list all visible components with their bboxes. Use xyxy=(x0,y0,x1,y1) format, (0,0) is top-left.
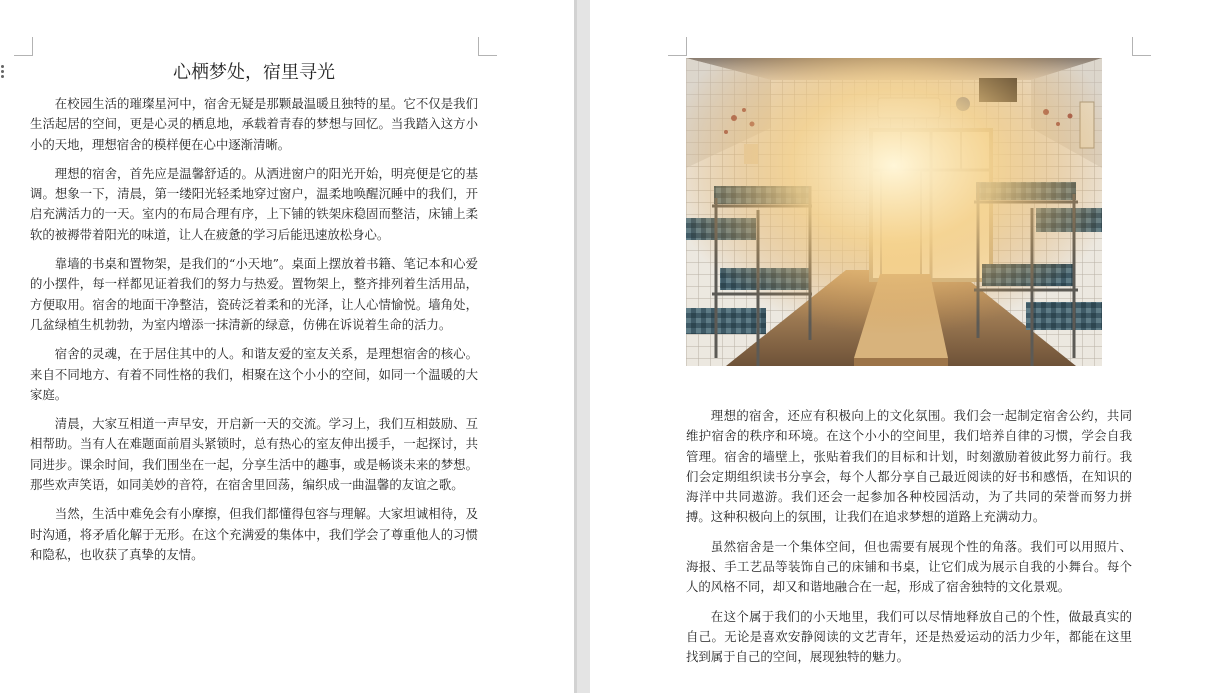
dorm-room-photo[interactable] xyxy=(686,58,1102,366)
paragraph[interactable]: 理想的宿舍，还应有积极向上的文化氛围。我们会一起制定宿舍公约，共同维护宿舍的秩序和环境。在这个小小的空间里，我们培养自律的习惯，学会自我管理。宿舍的墙壁上，张贴着我们的目标和计划，时刻激励着彼此努力前行。我们会定期组织读书分享会，每个人都分享自己最近阅读的好书和感悟，在知识的海洋中共同遨游。我们还会一起参加各种校园活动，为了共同的荣誉而努力拼搏。这种积极向上的氛围，让我们在追求梦想的道路上充满动力。 xyxy=(686,408,1132,525)
paragraph[interactable]: 在这个属于我们的小天地里，我们可以尽情地释放自己的个性，做最真实的自己。无论是喜欢安静阅读的文艺青年，还是热爱运动的活力少年，都能在这里找到属于自己的空间，展现独特的魅力。 xyxy=(686,608,1132,665)
page-corner-mark-top-left xyxy=(668,37,687,56)
page-corner-mark-top-right xyxy=(1132,37,1151,56)
paragraph[interactable]: 虽然宿舍是一个集体空间，但也需要有展现个性的角落。我们可以用照片、海报、手工艺品等装饰自己的床铺和书桌，让它们成为展示自我的小舞台。每个人的风格不同，却又和谐地融合在一起，形成了宿舍独特的文化景观。 xyxy=(686,538,1132,595)
paragraph[interactable]: 靠墙的书桌和置物架，是我们的“小天地”。桌面上摆放着书籍、笔记本和心爱的小摆件，每一样都见证着我们的努力与热爱。置物架上，整齐排列着生活用品，方便取用。宿舍的地面干净整洁，瓷砖泛着柔和的光泽，让人心情愉悦。墙角处，几盆绿植生机勃勃，为室内增添一抹清新的绿意，仿佛在诉说着生命的活力。 xyxy=(30,256,478,332)
paragraph[interactable]: 宿舍的灵魂，在于居住其中的人。和谐友爱的室友关系，是理想宿舍的核心。来自不同地方、有着不同性格的我们，相聚在这个小小的空间，如同一个温暖的大家庭。 xyxy=(30,346,478,402)
paragraph[interactable]: 在校园生活的璀璨星河中，宿舍无疑是那颗最温暖且独特的星。它不仅是我们生活起居的空间，更是心灵的栖息地，承载着青春的梦想与回忆。当我踏入这方小小的天地，理想宿舍的模样便在心中逐渐清晰。 xyxy=(30,96,478,152)
page-corner-mark-top-right xyxy=(478,37,497,56)
left-page-body[interactable] xyxy=(30,94,478,574)
page-corner-mark-top-left xyxy=(14,37,33,56)
right-page-body[interactable] xyxy=(686,406,1132,677)
document-page-left[interactable] xyxy=(0,0,574,693)
paragraph[interactable]: 理想的宿舍，首先应是温馨舒适的。从洒进窗户的阳光开始，明亮便是它的基调。想象一下，清晨，第一缕阳光轻柔地穿过窗户，温柔地唤醒沉睡中的我们，开启充满活力的一天。室内的布局合理有序，上下铺的铁架床稳固而整洁，床铺上柔软的被褥带着阳光的味道，让人在疲惫的学习后能迅速放松身心。 xyxy=(30,165,478,242)
paragraph[interactable]: 当然，生活中难免会有小摩擦，但我们都懂得包容与理解。大家坦诚相待，及时沟通，将矛盾化解于无形。在这个充满爱的集体中，我们学会了尊重他人的习惯和隐私，也收获了真挚的友情。 xyxy=(30,506,478,562)
document-title[interactable]: 心栖梦处，宿里寻光 xyxy=(173,62,335,83)
page-edge-shadow xyxy=(574,0,577,693)
block-drag-handle-icon[interactable] xyxy=(0,64,6,80)
paragraph[interactable]: 清晨，大家互相道一声早安，开启新一天的交流。学习上，我们互相鼓励、互相帮助。当有人在难题面前眉头紧锁时，总有热心的室友伸出援手，一起探讨，共同进步。课余时间，我们围坐在一起，分享生活中的趣事，或是畅谈未来的梦想。那些欢声笑语，如同美妙的音符，在宿舍里回荡，编织成一曲温馨的友谊之歌。 xyxy=(30,416,478,493)
